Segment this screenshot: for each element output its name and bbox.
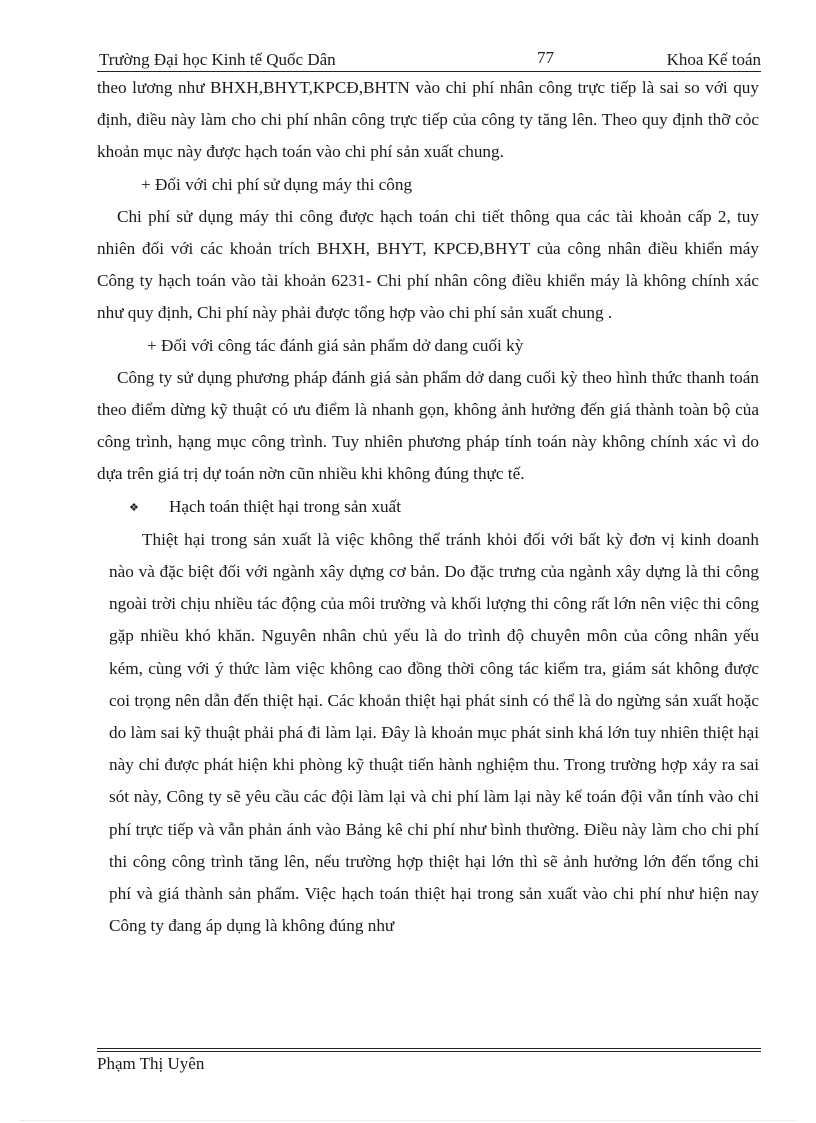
paragraph-labor-cost: theo lương như BHXH,BHYT,KPCĐ,BHTN vào chi phí nhân công trực tiếp là sai so với quy định, điều này làm cho chi phí nhân công trực tiếp của công ty tăng lên. Theo quy định thỡ cỏc khoản mục này được hạch toán vào chi phí sản xuất chung. [97, 78, 759, 162]
paragraph-wip-evaluation: Công ty sử dụng phương pháp đánh giá sản phẩm dở dang cuối kỳ theo hình thức thanh toán theo điểm dừng kỹ thuật có ưu điểm là nhanh gọn, không ảnh hưởng đến giá thành toàn bộ của công trình, hạng mục công trình. Tuy nhiên phương pháp tính toán này không chính xác vì do dựa trên giá trị dự toán nờn cũn nhiều khi không đúng thực tế. [97, 367, 759, 484]
diamond-bullet-icon: ❖ [129, 501, 139, 514]
paragraph-machine-cost: Chi phí sử dụng máy thi công được hạch toán chi tiết thông qua các tài khoản cấp 2, tuy nhiên đối với các khoản trích BHXH, BHYT, KPCĐ,BHYT của công nhân điều khiển máy Công ty hạch toán vào tài khoản 6231- Chi phí nhân công điều khiển máy là không chính xác như quy định, Chi phí này phải được tổng hợp vào chi phí sản xuất chung . [97, 206, 759, 323]
page-number: 77 [537, 48, 554, 67]
page-body [97, 72, 759, 942]
footer-author: Phạm Thị Uyên [97, 1054, 205, 1073]
page-header [97, 48, 761, 72]
page-edge-dots [20, 1120, 796, 1121]
paragraph-production-damage: Thiệt hại trong sản xuất là việc không thể tránh khỏi đối với bất kỳ đơn vị kinh doanh nào và đặc biệt đối với ngành xây dựng cơ bản. Do đặc trưng của ngành xây dựng là thi công ngoài trời chịu nhiều tác động của môi trường và khối lượng thi công rất lớn nên việc thi công gặp nhiều khó khăn. Nguyên nhân chủ yếu là do trình độ chuyên môn của công nhân yếu kém, cùng với ý thức làm việc không cao đồng thời công tác kiểm tra, giám sát không được coi trọng nên dẫn đến thiệt hại. Các khoản thiệt hại phát sinh có thể là do ngừng sản xuất hoặc do làm sai kỹ thuật phải phá đi làm lại. Đây là khoản mục phát sinh khá lớn tuy nhiên thiệt hại này chỉ được phát hiện khi phòng kỹ thuật tiến hành nghiệm thu. Trong trường hợp xảy ra sai sót này, Công ty sẽ yêu cầu các đội làm lại và chi phí làm lại này kế toán đội vẫn tính vào chi phí trực tiếp và vẫn phản ánh vào Bảng kê chi phí như bình thường. Điều này làm cho chi phí thi công công trình tăng lên, nếu trường hợp thiệt hại lớn thì sẽ ảnh hưởng lớn đến tổng chi phí và giá thành sản phẩm. Việc hạch toán thiệt hại trong sản xuất vào chi phí như hiện nay Công ty đang áp dụng là không đúng như [109, 529, 759, 936]
heading-production-damage [97, 491, 759, 524]
footer-rule-top [97, 1048, 761, 1049]
heading-wip-evaluation: + Đối với công tác đánh giá sản phẩm dở dang cuối kỳ [147, 335, 524, 355]
heading-production-damage-text: Hạch toán thiệt hại trong sản xuất [169, 496, 401, 516]
heading-machine-cost: + Đối với chi phí sử dụng máy thi công [141, 174, 413, 194]
header-school: Trường Đại học Kinh tế Quốc Dân [99, 50, 336, 69]
header-faculty: Khoa Kế toán [666, 50, 761, 69]
footer-rule-bottom [97, 1051, 761, 1052]
